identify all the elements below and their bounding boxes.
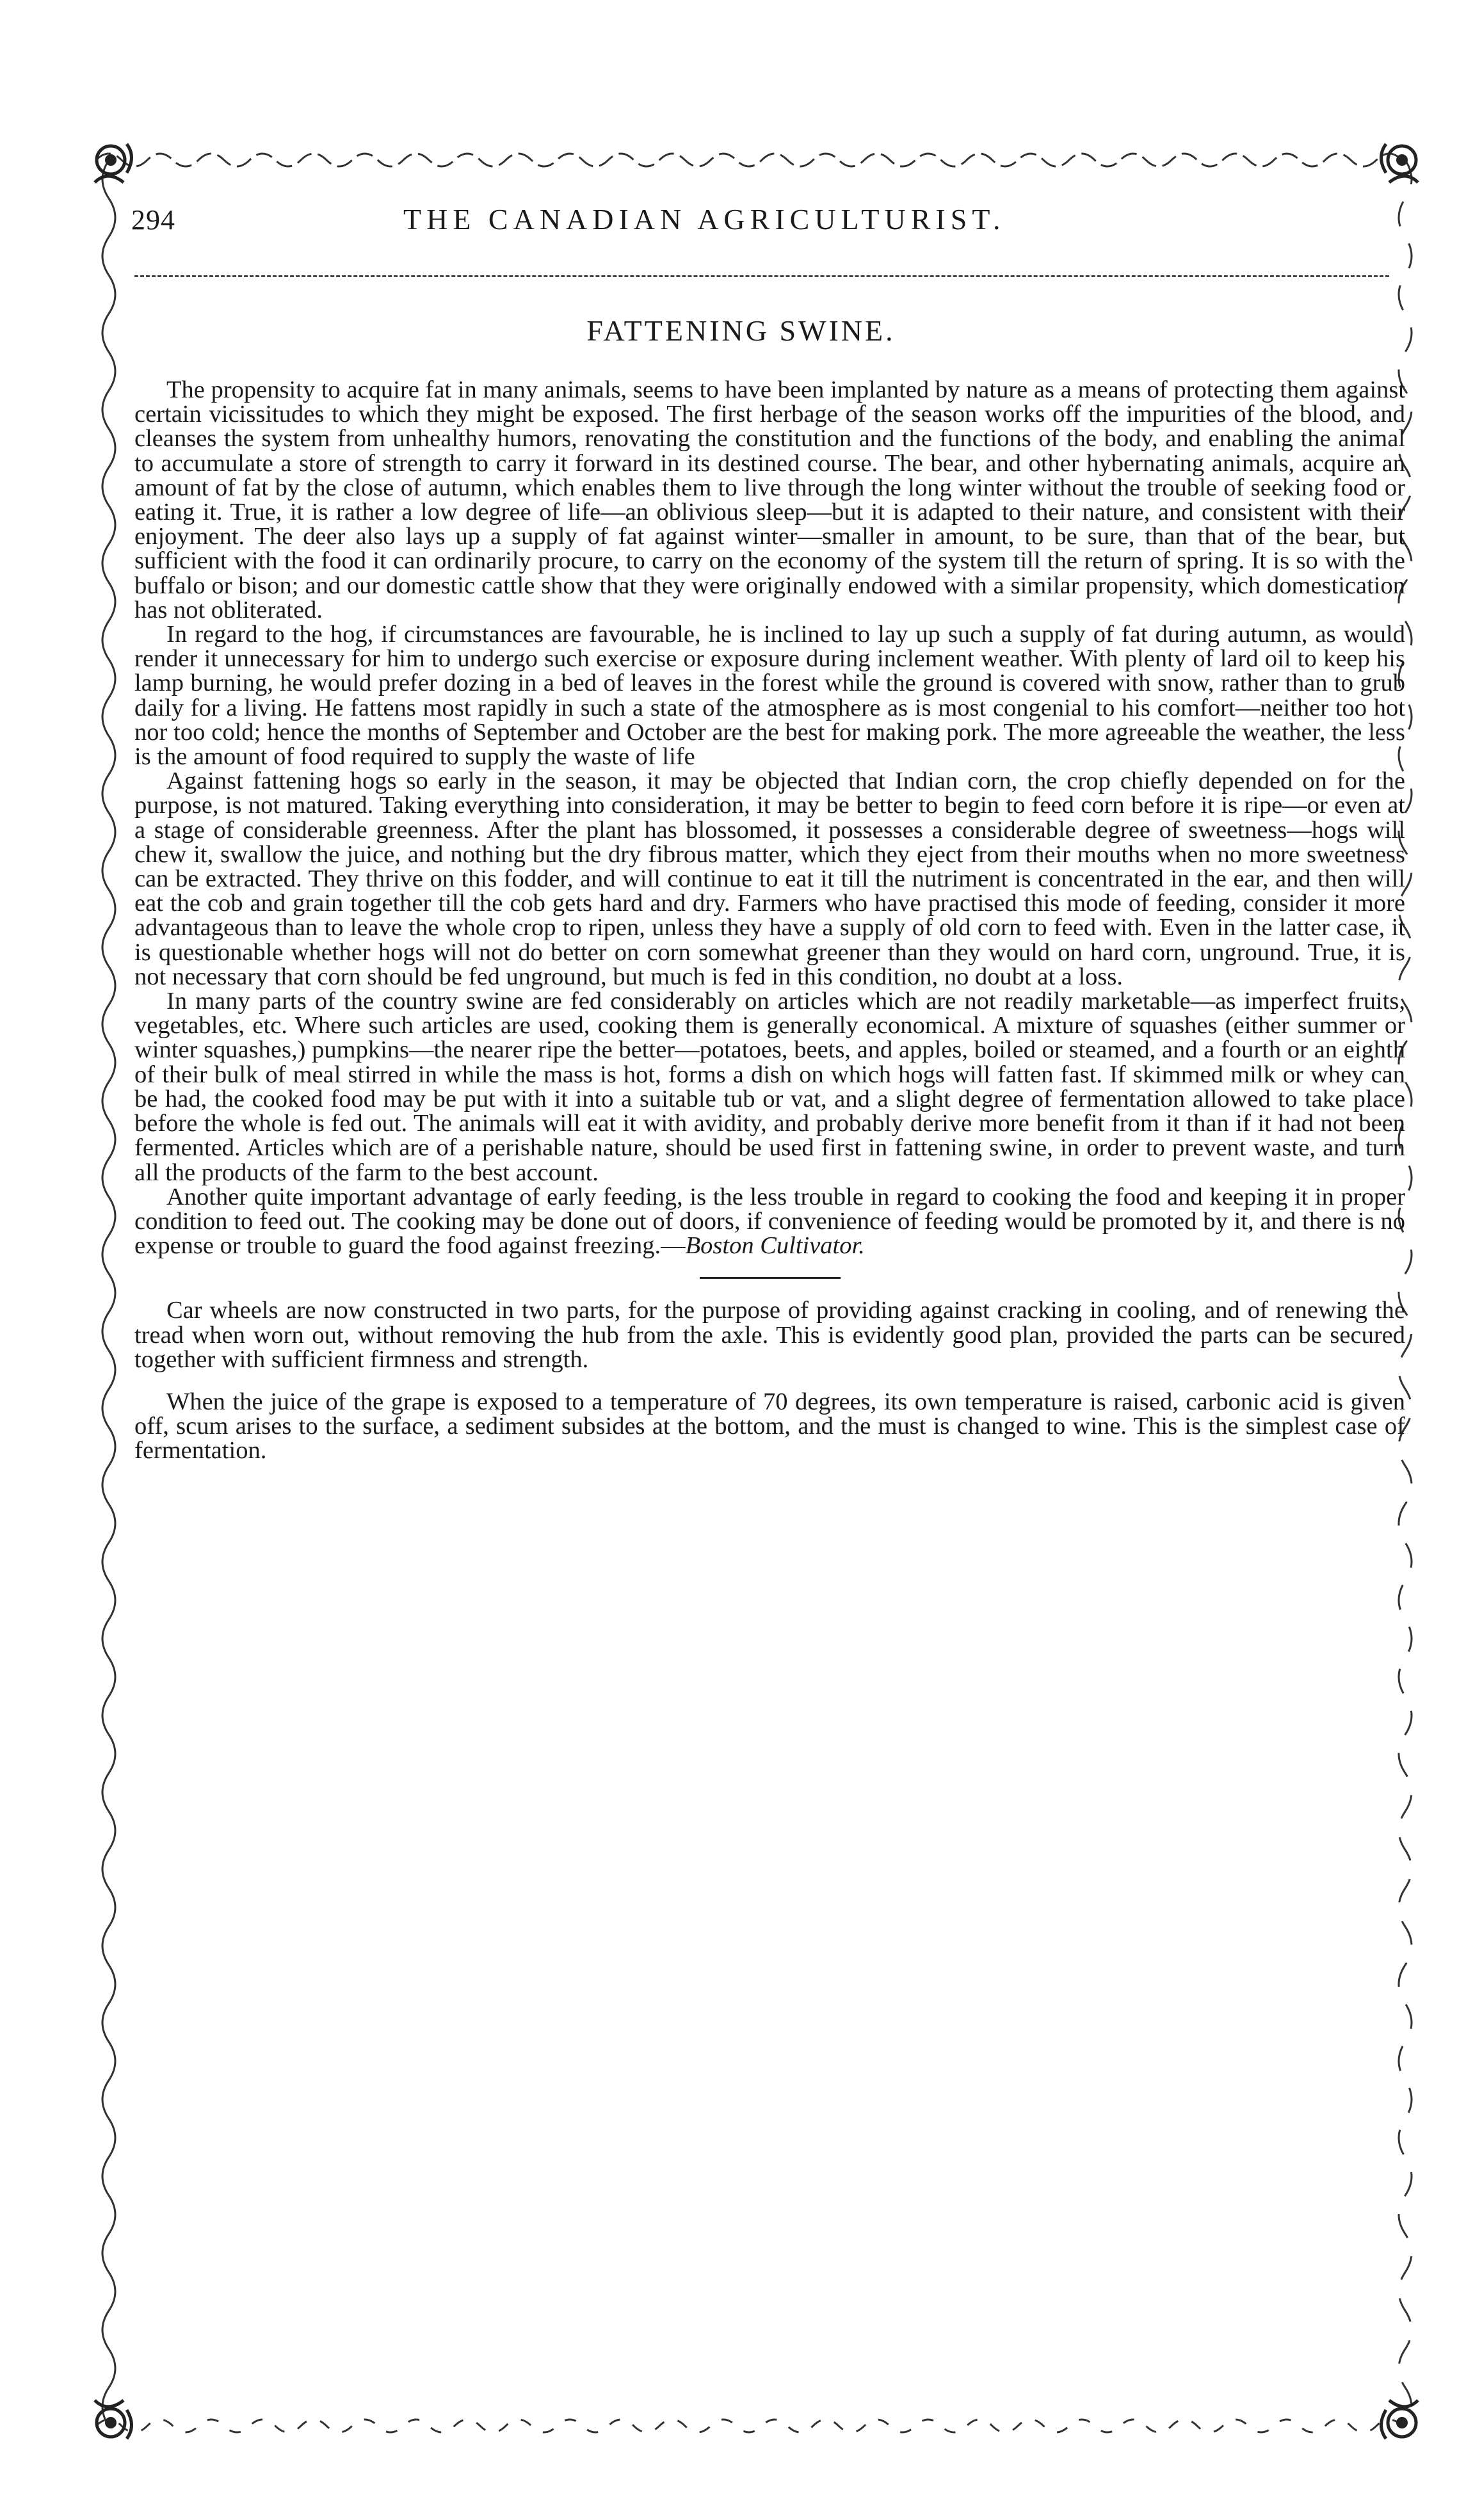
article-paragraph-text: Another quite important advantage of early feeding, is the less trouble in regard to cooking the food and keeping it in proper condition to feed out. The cooking may be done out of doors, if convenience of feeding would be promoted by it, and there is no expense or trouble to guard the food against freezing.— <box>134 1183 1405 1260</box>
notes <box>134 1298 1405 1463</box>
ornament-border-top <box>96 147 1415 173</box>
ornament-border-bottom <box>96 2413 1415 2439</box>
note-paragraph: When the juice of the grape is exposed to a temperature of 70 degrees, its own temperature is raised, carbonic acid is given off, scum arises to the surface, a sediment subsides at the bottom, and the must is changed to wine. This is the simplest case of fermentation. <box>134 1388 1405 1465</box>
ornament-border-left <box>96 160 122 2439</box>
article-paragraph: In regard to the hog, if circumstances are favourable, he is inclined to lay up such a supply of fat during autumn, as would render it unnecessary for him to undergo such exercise or exposure during inclement weather. With plenty of lard oil to keep his lamp burning, he would prefer dozing in a bed of leaves in the forest while the ground is covered with snow, rather than to grub daily for a living. He fattens most rapidly in such a state of the atmosphere as is most congenial to his comfort—neither too hot nor too cold; hence the months of September and October are the best for making pork. The more agreeable the weather, the less is the amount of food required to supply the waste of life <box>134 621 1405 771</box>
ornament-corner-bottom-left <box>88 2388 146 2445</box>
header-rule <box>134 275 1389 277</box>
ornament-corner-top-right <box>1367 138 1424 195</box>
article-paragraph: The propensity to acquire fat in many animals, seems to have been implanted by nature as a means of protecting them against certain vicissitudes to which they might be exposed. The first herbage of the season works off the impurities of the blood, and cleanses the system from unhealthy humors, renovating the constitution and the functions of the body, and enabling the animal to accumulate a store of strength to carry it forward in its destined course. The bear, and other hybernating animals, acquire an amount of fat by the close of autumn, which enables them to live through the long winter without the trouble of seeking food or eating it. True, it is rather a low degree of life—an oblivious sleep—but it is adapted to their nature, and consistent with their enjoyment. The deer also lays up a supply of fat against winter—smaller in amount, to be sure, than that of the bear, but sufficient with the food it can ordinarily procure, to carry on the economy of the system till the return of spring. It is so with the buffalo or bison; and our domestic cattle show that they were originally endowed with a similar propensity, which domestication has not obliterated. <box>134 376 1405 623</box>
article-paragraph-final <box>134 1185 1405 1258</box>
article-source: Boston Cultivator. <box>685 1232 865 1260</box>
ornament-corner-top-left <box>88 138 146 195</box>
section-divider <box>700 1277 841 1279</box>
note-paragraph: Car wheels are now constructed in two parts, for the purpose of providing against cracking in cooling, and of renewing the tread when worn out, without removing the hub from the axle. This is evidently good plan, provided the parts can be secured together with sufficient firmness and strength. <box>134 1297 1405 1373</box>
running-head: THE CANADIAN AGRICULTURIST. <box>403 203 1006 236</box>
article-paragraph: Against fattening hogs so early in the season, it may be objected that Indian corn, the crop chiefly depended on for the purpose, is not matured. Taking everything into consideration, it may be better to begin to feed corn before it is ripe—or even at a stage of considerable greenness. After the plant has blossomed, it possesses a considerable degree of sweetness—hogs will chew it, swallow the juice, and nothing but the dry fibrous matter, which they eject from their mouths when no more sweetness can be extracted. They thrive on this fodder, and will continue to eat it till the nutriment is concentrated in the ear, and then will eat the cob and grain together till the cob gets hard and dry. Farmers who have practised this mode of feeding, consider it more advantageous than to leave the whole crop to ripen, unless they have a supply of old corn to feed with. Even in the latter case, it is questionable whether hogs will not do better on corn somewhat greener than they would on hard corn, unground. True, it is not necessary that corn should be fed unground, but much is fed in this condition, no doubt at a loss. <box>134 767 1405 990</box>
article-paragraph: In many parts of the country swine are fed considerably on articles which are not readily marketable—as imperfect fruits, vegetables, etc. Where such articles are used, cooking them is generally economical. A mixture of squashes (either summer or winter squashes,) pumpkins—the nearer ripe the better—potatoes, beets, and apples, boiled or steamed, and a fourth or an eighth of their bulk of meal stirred in while the mass is hot, forms a dish on which hogs will fatten fast. If skimmed milk or whey can be had, the cooked food may be put with it into a suitable tub or vat, and a slight degree of fermentation allowed to take place before the whole is fed out. The animals will eat it with avidity, and probably derive more benefit from it than if it had not been fermented. Articles which are of a perishable nature, should be used first in fattening swine, in order to prevent waste, and turn all the products of the farm to the best account. <box>134 988 1405 1186</box>
ornament-corner-bottom-right <box>1367 2388 1424 2445</box>
article-body <box>134 378 1405 1463</box>
page-number: 294 <box>131 204 175 236</box>
article-title: FATTENING SWINE. <box>586 314 896 347</box>
